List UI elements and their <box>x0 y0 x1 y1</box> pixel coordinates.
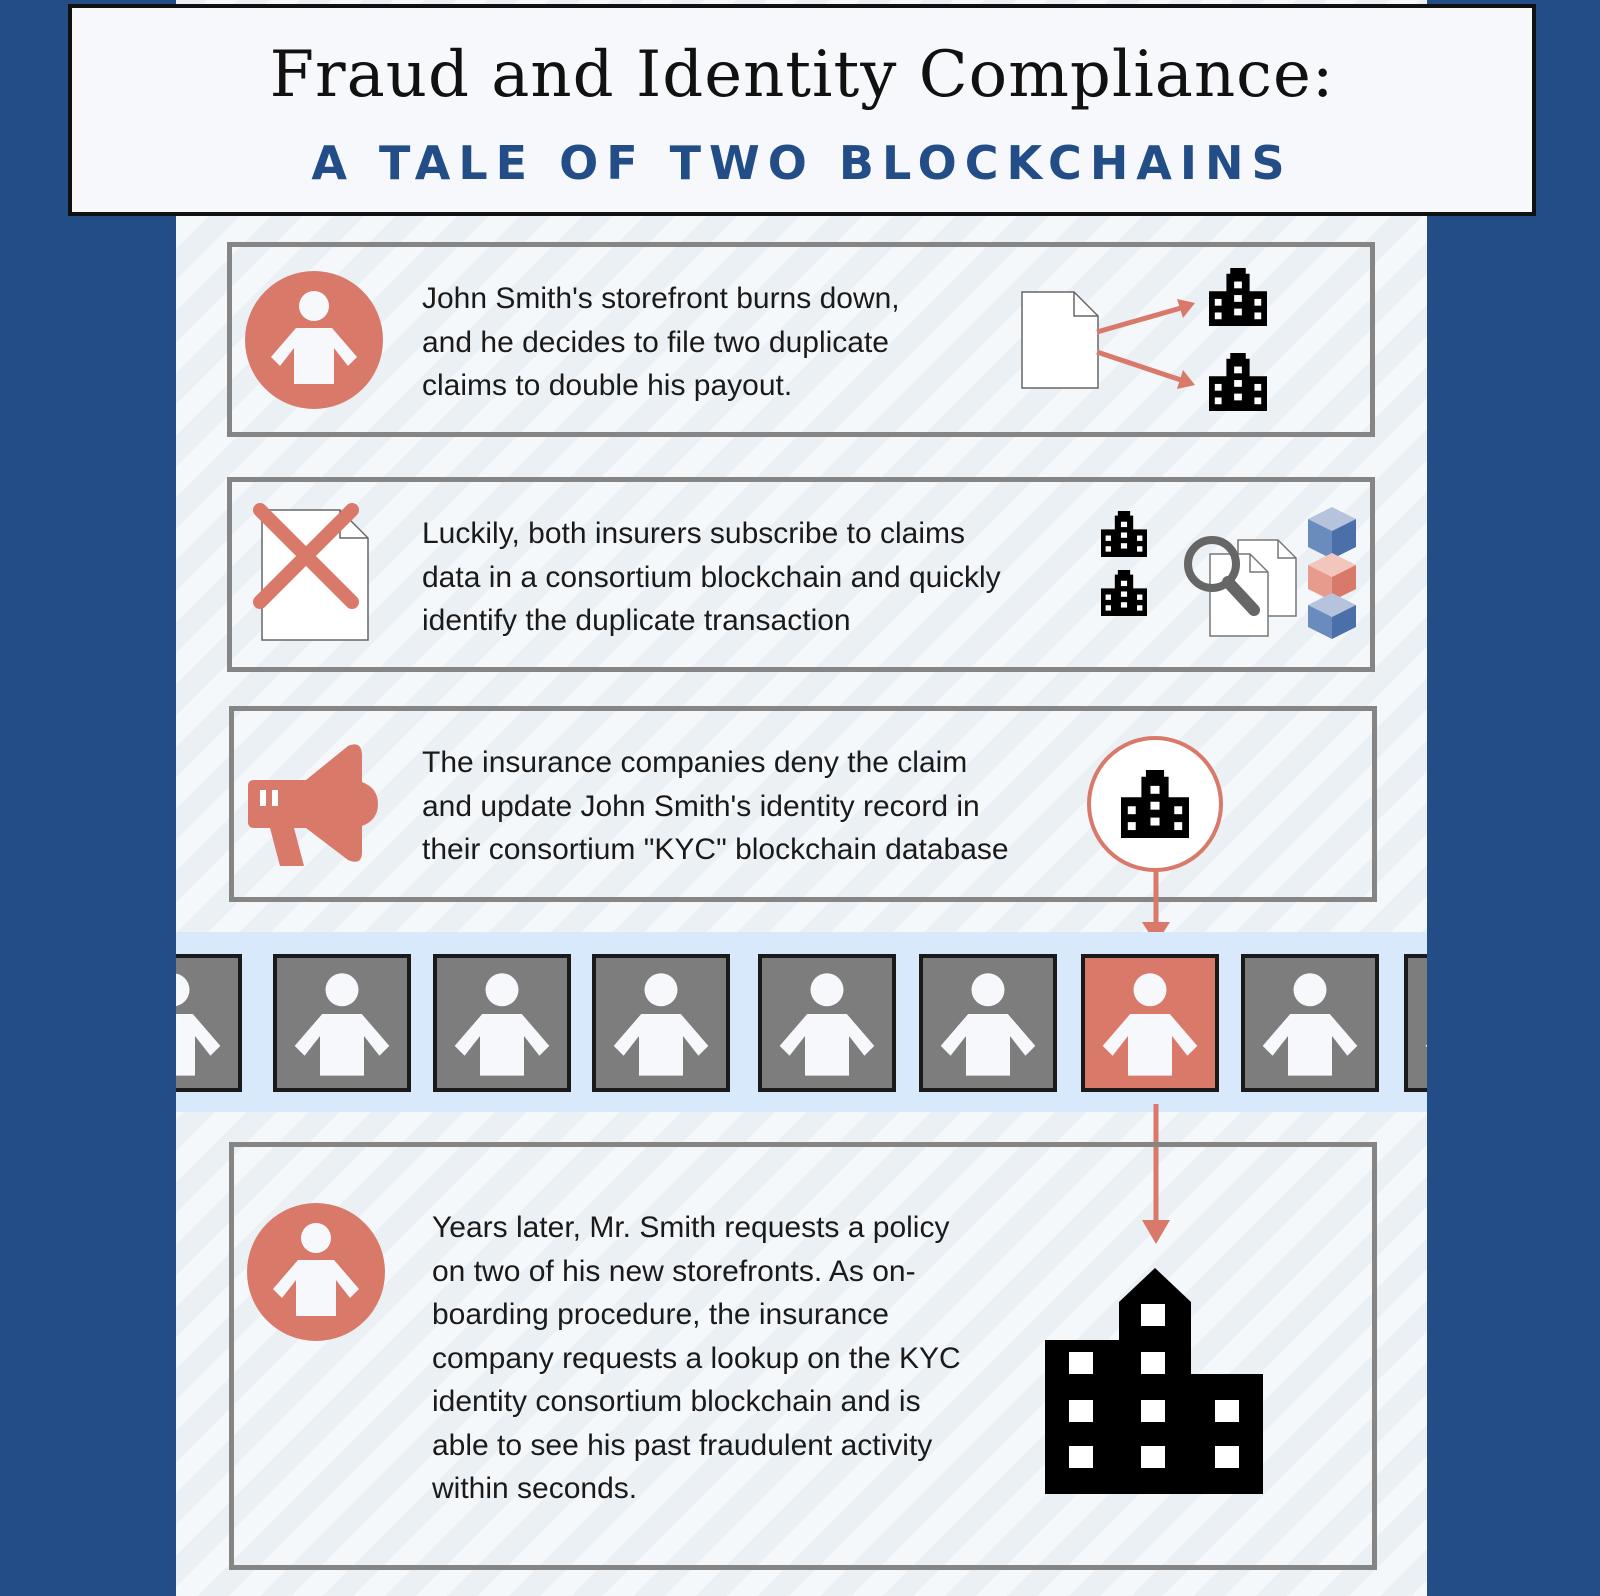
page-subtitle: A TALE OF TWO BLOCKCHAINS <box>311 136 1293 190</box>
person-icon <box>1255 966 1365 1084</box>
step-1-line-2: and he decides to file two duplicate <box>422 325 889 359</box>
step-2-text <box>422 512 1001 643</box>
megaphone-icon <box>248 742 378 866</box>
step-4-line-5: identity consortium blockchain and is <box>432 1385 921 1418</box>
identity-block <box>176 954 242 1092</box>
block-stack-icon <box>1306 505 1358 641</box>
person-icon <box>246 1202 386 1342</box>
building-icon <box>1209 353 1267 411</box>
step-4-line-2: on two of his new storefronts. As on- <box>432 1254 916 1288</box>
step-3-line-3: their consortium "KYC" blockchain database <box>422 833 1009 866</box>
person-icon <box>244 270 384 410</box>
person-icon <box>1095 966 1205 1084</box>
identity-block <box>433 954 571 1092</box>
person-icon <box>447 966 557 1084</box>
step-2-line-1: Luckily, both insurers subscribe to claims <box>422 517 965 550</box>
step-4-line-3: boarding procedure, the insurance <box>432 1298 889 1331</box>
step-3-line-2: and update John Smith's identity record in <box>422 789 980 823</box>
step-4-line-4: company requests a lookup on the KYC <box>432 1341 961 1375</box>
step-1-text <box>422 277 900 408</box>
identity-block <box>919 954 1057 1092</box>
document-icon <box>1020 290 1100 390</box>
step-1-line-1: John Smith's storefront burns down, <box>422 282 900 315</box>
step-4-line-1: Years later, Mr. Smith requests a policy <box>432 1211 950 1244</box>
identity-block <box>592 954 730 1092</box>
identity-block <box>1241 954 1379 1092</box>
person-icon <box>772 966 882 1084</box>
magnifier-documents-icon <box>1178 530 1300 640</box>
identity-block <box>758 954 896 1092</box>
building-icon <box>1101 570 1147 616</box>
identity-block-highlighted <box>1081 954 1219 1092</box>
step-4-line-7: within seconds. <box>432 1472 638 1505</box>
step-2-line-3: identify the duplicate transaction <box>422 604 851 637</box>
building-icon <box>1101 511 1147 557</box>
step-3-text <box>422 741 1009 872</box>
page-title: Fraud and Identity Compliance: <box>269 38 1335 112</box>
step-3-line-1: The insurance companies deny the claim <box>422 746 968 779</box>
building-in-circle-icon <box>1085 734 1225 874</box>
identity-chain-strip <box>176 932 1427 1112</box>
person-icon <box>606 966 716 1084</box>
identity-block <box>273 954 411 1092</box>
header-banner <box>68 4 1536 216</box>
identity-block <box>1404 954 1427 1092</box>
person-icon <box>176 966 228 1084</box>
step-4-text <box>432 1206 961 1511</box>
person-icon <box>1418 966 1427 1084</box>
step-4-line-6: able to see his past fraudulent activity <box>432 1428 933 1462</box>
rejected-document-icon <box>252 502 372 644</box>
step-2-line-2: data in a consortium blockchain and quickly <box>422 560 1001 594</box>
step-1-line-3: claims to double his payout. <box>422 369 793 402</box>
person-icon <box>933 966 1043 1084</box>
building-icon <box>1209 268 1267 326</box>
person-icon <box>287 966 397 1084</box>
arrow-icon <box>1095 290 1205 400</box>
building-icon <box>1045 1268 1263 1494</box>
